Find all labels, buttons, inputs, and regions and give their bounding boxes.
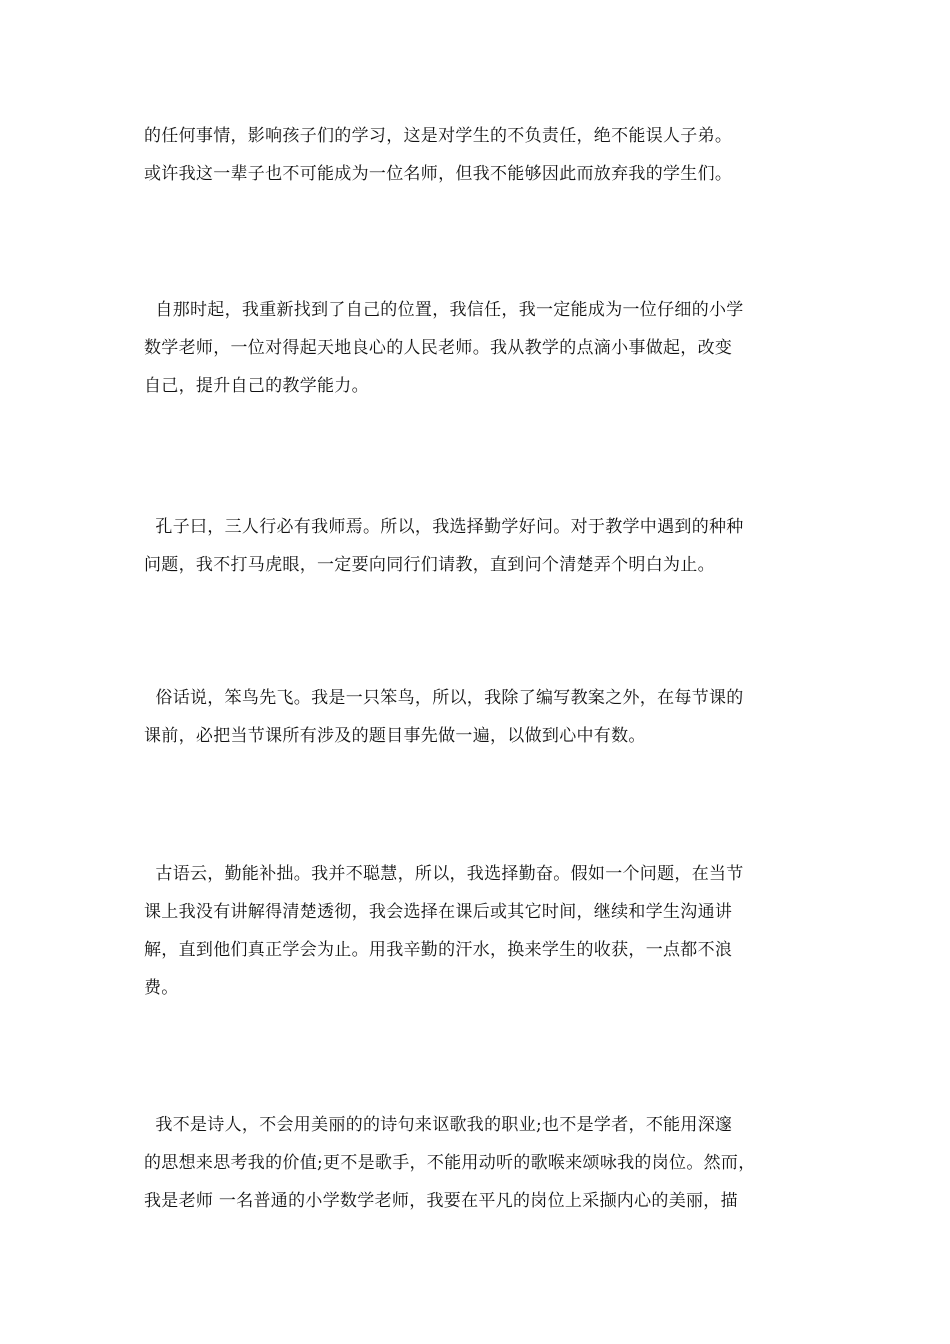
text-line: 孔子曰，三人行必有我师焉。所以，我选择勤学好问。对于教学中遇到的种种	[144, 517, 744, 537]
text-line: 或许我这一辈子也不可能成为一位名师，但我不能够因此而放弃我的学生们。	[144, 164, 733, 184]
text-line: 的任何事情，影响孩子们的学习，这是对学生的不负责任，绝不能误人子弟。	[144, 126, 733, 146]
text-line: 的思想来思考我的价值;更不是歌手，不能用动听的歌喉来颂咏我的岗位。然而，	[144, 1153, 756, 1173]
text-line: 课前，必把当节课所有涉及的题目事先做一遍，以做到心中有数。	[144, 726, 646, 746]
paragraph-4	[144, 679, 824, 755]
text-line: 我是老师 一名普通的小学数学老师，我要在平凡的岗位上采撷内心的美丽，描	[144, 1191, 738, 1211]
text-line: 自己，提升自己的教学能力。	[144, 376, 369, 396]
paragraph-3	[144, 508, 824, 584]
text-line: 问题，我不打马虎眼，一定要向同行们请教，直到问个清楚弄个明白为止。	[144, 555, 715, 575]
paragraph-5	[144, 855, 824, 1007]
text-line: 解，直到他们真正学会为止。用我辛勤的汗水，换来学生的收获，一点都不浪	[144, 940, 733, 960]
text-line: 费。	[144, 978, 179, 998]
text-line: 俗话说，笨鸟先飞。我是一只笨鸟，所以，我除了编写教案之外，在每节课的	[144, 688, 744, 708]
paragraph-6	[144, 1106, 824, 1220]
text-line: 课上我没有讲解得清楚透彻，我会选择在课后或其它时间，继续和学生沟通讲	[144, 902, 733, 922]
paragraph-2	[144, 291, 824, 405]
text-line: 我不是诗人，不会用美丽的的诗句来讴歌我的职业;也不是学者，不能用深邃	[144, 1115, 733, 1135]
text-line: 自那时起，我重新找到了自己的位置，我信任，我一定能成为一位仔细的小学	[144, 300, 744, 320]
text-line: 古语云，勤能补拙。我并不聪慧，所以，我选择勤奋。假如一个问题，在当节	[144, 864, 744, 884]
paragraph-1	[144, 117, 824, 193]
text-line: 数学老师，一位对得起天地良心的人民老师。我从教学的点滴小事做起，改变	[144, 338, 733, 358]
